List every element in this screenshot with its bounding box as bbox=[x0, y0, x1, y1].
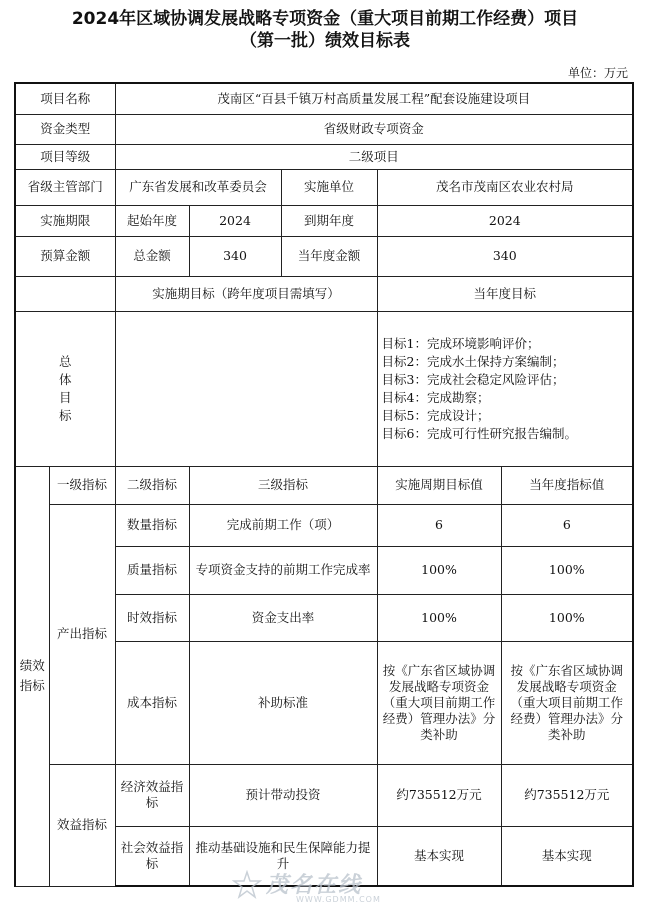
year-goal-item: 目标6：完成可行性研究报告编制。 bbox=[381, 425, 577, 441]
year-amount-label: 当年度金额 bbox=[281, 236, 377, 276]
goals-header-blank bbox=[15, 276, 115, 311]
year-value-header: 当年度指标值 bbox=[501, 466, 633, 504]
fund-type-value: 省级财政专项资金 bbox=[115, 114, 633, 144]
title-line-2: （第一批）绩效目标表 bbox=[240, 31, 410, 51]
fund-type-label: 资金类型 bbox=[15, 114, 115, 144]
period-value-cell: 100% bbox=[377, 594, 501, 641]
period-value-cell: 6 bbox=[377, 504, 501, 546]
overall-label-char: 标 bbox=[59, 407, 72, 423]
period-value-cell: 按《广东省区域协调发展战略专项资金（重大项目前期工作经费）管理办法》分类补助 bbox=[377, 641, 501, 764]
performance-table bbox=[14, 82, 634, 887]
level3-cell: 推动基础设施和民生保障能力提升 bbox=[189, 826, 377, 886]
level3-cell: 补助标准 bbox=[189, 641, 377, 764]
dept-value: 广东省发展和改革委员会 bbox=[115, 169, 281, 205]
indicator-label-line: 指标 bbox=[19, 678, 45, 693]
row-department bbox=[15, 169, 633, 205]
year-goal-header: 当年度目标 bbox=[377, 276, 633, 311]
period-value-header: 实施周期目标值 bbox=[377, 466, 501, 504]
page-title bbox=[0, 8, 650, 52]
period-value-cell: 基本实现 bbox=[377, 826, 501, 886]
year-goal-item: 目标3：完成社会稳定风险评估； bbox=[381, 371, 565, 387]
level3-cell: 专项资金支持的前期工作完成率 bbox=[189, 546, 377, 594]
benefit-indicator-label: 效益指标 bbox=[49, 764, 115, 886]
level3-header: 三级指标 bbox=[189, 466, 377, 504]
watermark-text: 茂名在线 bbox=[266, 873, 363, 898]
period-goal-header: 实施期目标（跨年度项目需填写） bbox=[115, 276, 377, 311]
budget-label: 预算金额 bbox=[15, 236, 115, 276]
unit-label: 单位：万元 bbox=[567, 66, 628, 80]
year-value-cell: 基本实现 bbox=[501, 826, 633, 886]
year-value-cell: 按《广东省区域协调发展战略专项资金（重大项目前期工作经费）管理办法》分类补助 bbox=[501, 641, 633, 764]
level2-cell: 经济效益指标 bbox=[115, 764, 189, 826]
year-value-cell: 100% bbox=[501, 594, 633, 641]
impl-unit-value: 茂名市茂南区农业农村局 bbox=[377, 169, 633, 205]
level2-cell: 数量指标 bbox=[115, 504, 189, 546]
level2-cell: 社会效益指标 bbox=[115, 826, 189, 886]
row-fund-type bbox=[15, 114, 633, 144]
level2-cell: 质量指标 bbox=[115, 546, 189, 594]
table-row bbox=[15, 504, 633, 546]
level3-cell: 资金支出率 bbox=[189, 594, 377, 641]
row-project-level bbox=[15, 144, 633, 169]
start-year-label: 起始年度 bbox=[115, 205, 189, 236]
row-indicator-header bbox=[15, 466, 633, 504]
end-year-value: 2024 bbox=[377, 205, 633, 236]
overall-goal-label bbox=[15, 311, 115, 466]
overall-label-char: 目 bbox=[59, 389, 72, 405]
watermark-url: WWW.GDMM.COM bbox=[296, 895, 381, 904]
level2-header: 二级指标 bbox=[115, 466, 189, 504]
impl-unit-label: 实施单位 bbox=[281, 169, 377, 205]
row-budget bbox=[15, 236, 633, 276]
project-name-label: 项目名称 bbox=[15, 83, 115, 114]
year-goal-item: 目标5：完成设计； bbox=[381, 407, 490, 423]
year-value-cell: 6 bbox=[501, 504, 633, 546]
indicator-label-line: 绩效 bbox=[19, 658, 45, 673]
end-year-label: 到期年度 bbox=[281, 205, 377, 236]
row-overall-goal bbox=[15, 311, 633, 466]
year-amount-value: 340 bbox=[377, 236, 633, 276]
total-amount-label: 总金额 bbox=[115, 236, 189, 276]
performance-indicator-label bbox=[15, 466, 49, 886]
year-goal-item: 目标2：完成水土保持方案编制； bbox=[381, 353, 565, 369]
row-goals-header bbox=[15, 276, 633, 311]
level3-cell: 预计带动投资 bbox=[189, 764, 377, 826]
overall-label-char: 总 bbox=[59, 353, 72, 369]
watermark bbox=[232, 868, 432, 908]
total-amount-value: 340 bbox=[189, 236, 281, 276]
overall-year-goals bbox=[377, 311, 633, 466]
year-goal-item: 目标4：完成勘察； bbox=[381, 389, 490, 405]
level3-cell: 完成前期工作（项） bbox=[189, 504, 377, 546]
year-goal-item: 目标1：完成环境影响评价； bbox=[381, 335, 540, 351]
year-value-cell: 约735512万元 bbox=[501, 764, 633, 826]
title-line-1: 2024年区域协调发展战略专项资金（重大项目前期工作经费）项目 bbox=[71, 9, 579, 29]
level2-cell: 时效指标 bbox=[115, 594, 189, 641]
row-project-name bbox=[15, 83, 633, 114]
project-level-label: 项目等级 bbox=[15, 144, 115, 169]
project-name-value: 茂南区“百县千镇万村高质量发展工程”配套设施建设项目 bbox=[115, 83, 633, 114]
period-label: 实施期限 bbox=[15, 205, 115, 236]
project-level-value: 二级项目 bbox=[115, 144, 633, 169]
level1-header: 一级指标 bbox=[49, 466, 115, 504]
year-value-cell: 100% bbox=[501, 546, 633, 594]
start-year-value: 2024 bbox=[189, 205, 281, 236]
period-value-cell: 100% bbox=[377, 546, 501, 594]
period-value-cell: 约735512万元 bbox=[377, 764, 501, 826]
dept-label: 省级主管部门 bbox=[15, 169, 115, 205]
output-indicator-label: 产出指标 bbox=[49, 504, 115, 764]
level2-cell: 成本指标 bbox=[115, 641, 189, 764]
overall-period-goal bbox=[115, 311, 377, 466]
table-row bbox=[15, 764, 633, 826]
row-period bbox=[15, 205, 633, 236]
watermark-logo-icon bbox=[232, 870, 262, 900]
overall-label-char: 体 bbox=[59, 371, 72, 387]
